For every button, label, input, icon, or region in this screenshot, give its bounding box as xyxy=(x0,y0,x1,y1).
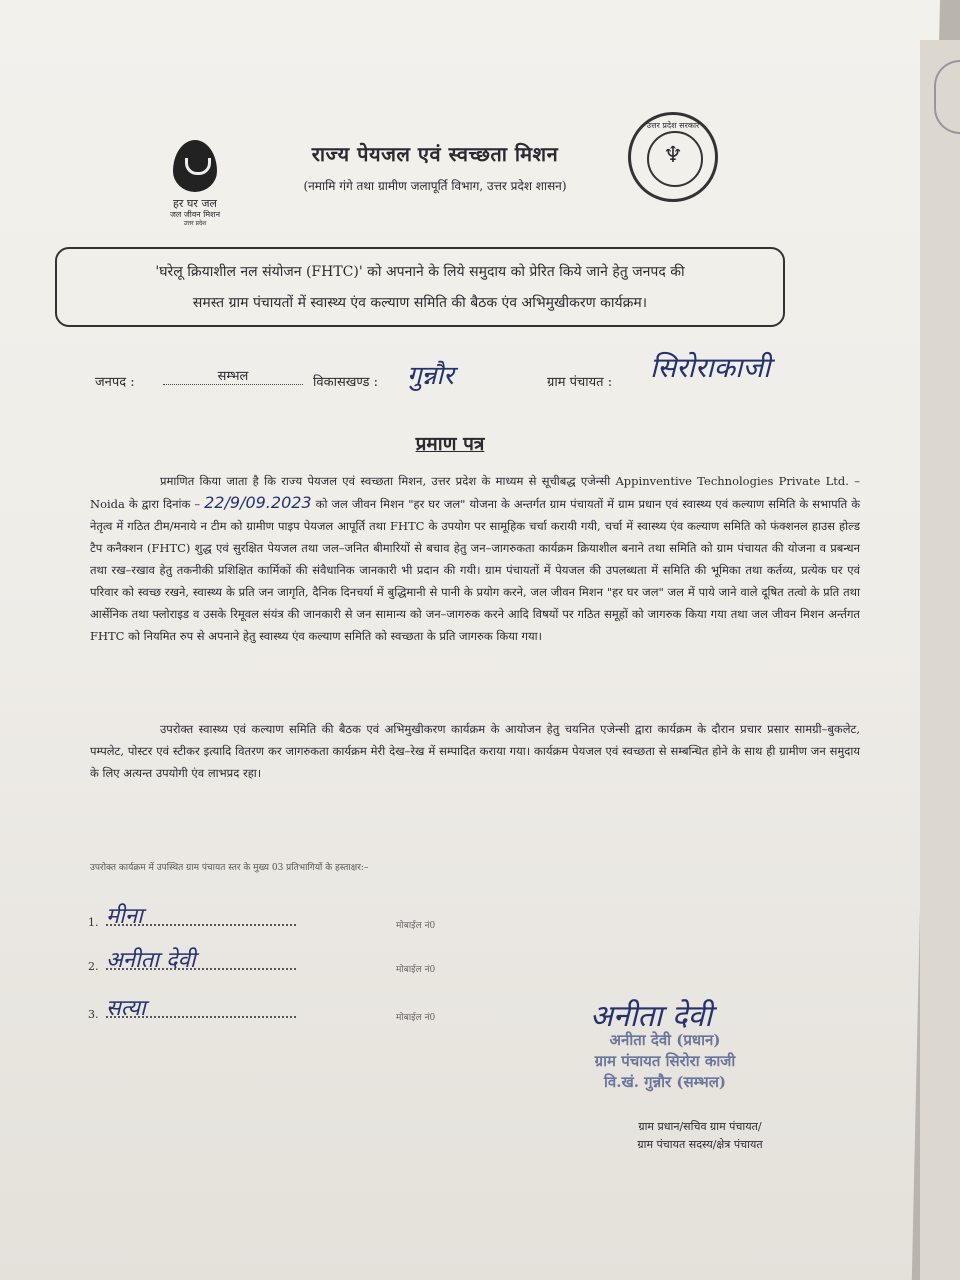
mission-title: राज्य पेयजल एवं स्वच्छता मिशन xyxy=(311,142,559,166)
block-value: गुन्नौर xyxy=(407,361,454,391)
mobile-label: मोबाईल नं0 xyxy=(396,965,436,975)
signature-number: 3. xyxy=(88,1008,99,1021)
designation-block xyxy=(590,1118,810,1154)
para1-part-a: प्रमाणित किया जाता है कि राज्य पेयजल एवं स्वच्छता मिशन, उत्तर प्रदेश के माध्यम से सूचीबद्ध एजेन्सी Appinventive Technologies Private Ltd. – Noida के द्वारा दिनांक – xyxy=(90,474,860,511)
logo-line-2: जल जीवन मिशन xyxy=(169,210,221,219)
mobile-label: मोबाईल नं0 xyxy=(396,921,436,931)
para1-part-b: को जल जीवन मिशन "हर घर जल" योजना के अन्तर्गत ग्राम पंचायतों में ग्राम प्रधान एवं स्वास्थ्य एवं कल्याण समिति के सभापति के नेतृत्व में गठित टीम/मनाये न टीम को ग्रामीण पाइप पेयजल आपूर्ति तथा FHTC के उपयोग पर सामूहिक चर्चा करायी गयी, चर्चा में स्वास्थ्य एंव कल्याण समिति को फंक्शनल हाउस होल्ड टैप कनैक्शन (FHTC) शुद्ध एवं सुरक्षित पेयजल तथा जल–जनित बीमारियों से बचाव हेतु जन–जागरुकता कार्यक्रम क्रियाशील बनाने तथा समिति को ग्राम पंचायत की योजना व प्रबन्धन तथा रख–रखाव हेतु तकनीकी प्रशिक्षित कार्मिकों की संवैधानिक जानकारी भी प्रदान की गयी। ग्राम पंचायतों में पेयजल की उपलब्धता में समिति की भूमिका तथा कर्तव्य, प्रत्येक घर एवं परिवार को स्वच्छ रखने, स्वास्थ्य के प्रति जन जागृति, दैनिक दिनचर्या में बुद्धिमानी से पानी के प्रयोग करने, जल जीवन मिशन "हर घर जल" जल में पाये जाने वाले दूषित तत्वो के प्रति तथा आर्सेनिक तथा फ्लोराइड व उसके रिमूवल संयंत्र की जानकारी से जन सामान्य को जन–जागरुक करने आदि विषयों पर गठित समूहों को जागरुक किया गया तथा जल जीवन मिशन अर्न्तगत FHTC को नियमित रुप से अपनाने हेतु स्वास्थ्य एंव कल्याण समिति को स्वच्छता के प्रति जागरुक किया गया। xyxy=(90,497,861,643)
program-date: 22/9/09.2023 xyxy=(204,493,312,512)
designation-line-1: ग्राम प्रधान/सचिव ग्राम पंचायत/ xyxy=(638,1120,762,1133)
district-value: सम्भल xyxy=(163,366,303,385)
emblem-text: उत्तर प्रदेश सरकार xyxy=(646,121,700,130)
signature-line xyxy=(106,1016,296,1018)
stamp-line-3: वि.खं. गुन्नौर (सम्भल) xyxy=(604,1073,726,1091)
certificate-paragraph-1 xyxy=(90,470,860,647)
header-title-block xyxy=(270,140,600,194)
banner-line-1: 'घरेलू क्रियाशील नल संयोजन (FHTC)' को अपनाने के लिये समुदाय को प्रेरित किये जाने हेतु जनपद की xyxy=(155,264,685,280)
program-banner xyxy=(55,247,785,327)
certificate-title: प्रमाण पत्र xyxy=(415,433,485,455)
mission-subtitle: (नमामि गंगे तथा ग्रामीण जलापूर्ति विभाग, उत्तर प्रदेश शासन) xyxy=(303,179,567,193)
signature-line xyxy=(106,968,296,970)
participant-signature: मीना xyxy=(106,904,143,929)
signature-line xyxy=(106,924,296,926)
location-row xyxy=(95,351,855,396)
background-paper-edge xyxy=(920,40,960,1280)
water-drop-icon xyxy=(173,140,217,192)
para2-text: उपरोक्त स्वास्थ्य एवं कल्याण समिति की बैठक एवं अभिमुखीकरण कार्यक्रम के आयोजन हेतु चयनित एजेन्सी द्वारा कार्यक्रम के दौरान प्रचार प्रसार सामग्री–बुकलेट, पम्पलेट, पोस्टर एवं स्टीकर इत्यादि वितरण कर जागरुकता कार्यक्रम मेरी देख–रेख में सम्पादित कराया गया। कार्यक्रम पेयजल एवं स्वच्छता से सम्बन्धित होने के साथ ही ग्रामीण जन समुदाय के लिए अत्यन्त उपयोगी एंव लाभप्रद रहा। xyxy=(90,722,860,780)
logo-line-3: उत्तर प्रदेश xyxy=(183,220,207,227)
participant-signature: सत्या xyxy=(106,996,146,1021)
emblem-symbol-icon: ♆ xyxy=(663,143,683,168)
signature-number: 2. xyxy=(88,960,99,973)
banner-line-2: समस्त ग्राम पंचायतों में स्वास्थ्य एंव कल्याण समिति की बैठक एंव अभिमुखीकरण कार्यक्रम। xyxy=(192,295,648,311)
stamp-line-1: अनीता देवी (प्रधान) xyxy=(609,1031,721,1049)
block-label: विकासखण्ड : xyxy=(313,375,379,390)
designation-line-2: ग्राम पंचायत सदस्य/क्षेत्र पंचायत xyxy=(637,1138,763,1151)
har-ghar-jal-logo xyxy=(150,140,240,228)
partial-stamp-icon xyxy=(934,60,960,134)
panchayat-value: सिरोराकाजी xyxy=(650,351,771,384)
participant-signature: अनीता देवी xyxy=(106,948,196,973)
pradhan-signature: अनीता देवी xyxy=(590,999,713,1034)
signatures-heading: उपरोक्त कार्यक्रम में उपस्थित ग्राम पंचायत स्तर के मुख्य 03 प्रतिभागियों के हस्ताक्षर:– xyxy=(90,863,369,873)
signature-number: 1. xyxy=(88,916,99,929)
signature-row-1 xyxy=(88,900,508,940)
stamp-line-2: ग्राम पंचायत सिरोरा काजी xyxy=(594,1052,736,1070)
pradhan-stamp xyxy=(560,1030,770,1093)
district-label: जनपद : xyxy=(95,375,135,390)
certificate-paragraph-2 xyxy=(90,718,860,784)
logo-line-1: हर घर जल xyxy=(173,197,217,210)
signature-row-3 xyxy=(88,992,508,1032)
up-government-emblem-icon xyxy=(628,112,718,202)
signature-row-2 xyxy=(88,944,508,984)
mobile-label: मोबाईल नं0 xyxy=(396,1013,436,1023)
panchayat-label: ग्राम पंचायत : xyxy=(547,375,613,390)
